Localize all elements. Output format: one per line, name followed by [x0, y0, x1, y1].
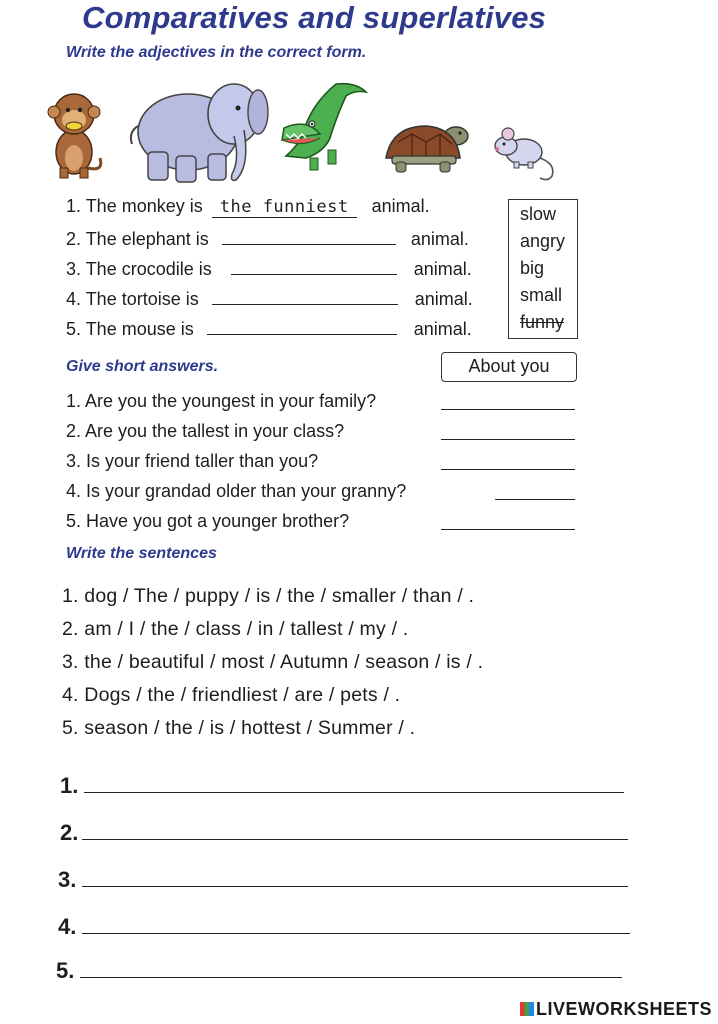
short-answer-field[interactable]: [441, 409, 575, 410]
scrambled-sentence: 4. Dogs / the / friendliest / are / pets / .: [62, 684, 401, 706]
question-item: 2. Are you the tallest in your class?: [66, 421, 345, 441]
question-item: 5. Have you got a younger brother?: [66, 511, 350, 531]
answer-field[interactable]: [212, 286, 398, 305]
answer-field[interactable]: the funniest: [212, 197, 357, 218]
exercise1-item: 4. The tortoise is animal.: [66, 286, 473, 310]
answer-field[interactable]: [231, 256, 397, 275]
answer-field[interactable]: [207, 316, 397, 335]
exercise1-item: 5. The mouse is animal.: [66, 316, 472, 340]
answer-number: 3.: [58, 867, 77, 892]
tortoise-picture: [382, 118, 474, 178]
word-box-item: big: [520, 258, 545, 278]
sentence-answer-line[interactable]: [82, 933, 630, 934]
answer-field[interactable]: [222, 226, 396, 245]
sentence-answer-line[interactable]: [84, 792, 624, 793]
sentence-answer-line[interactable]: [80, 977, 622, 978]
word-box-item: slow: [520, 204, 557, 224]
monkey-picture: [44, 90, 108, 180]
short-answer-field[interactable]: [495, 499, 575, 500]
question-item: 1. Are you the youngest in your family?: [66, 391, 377, 411]
answer-number: 5.: [56, 958, 75, 983]
page-title: Comparatives and superlatives: [82, 0, 547, 35]
elephant-picture: [126, 70, 272, 186]
scrambled-sentence: 2. am / I / the / class / in / tallest / my / .: [62, 618, 409, 640]
about-you-label: About you: [441, 352, 577, 382]
word-box-item: angry: [520, 231, 566, 251]
short-answer-field[interactable]: [441, 529, 575, 530]
exercise1-item: 2. The elephant is animal.: [66, 226, 469, 250]
word-box-item-used: funny: [520, 312, 565, 332]
question-item: 3. Is your friend taller than you?: [66, 451, 319, 471]
mouse-picture: [494, 124, 562, 182]
scrambled-sentence: 1. dog / The / puppy / is / the / smaller / than / .: [62, 585, 475, 607]
logo-icon: [520, 1002, 534, 1016]
sentence-answer-line[interactable]: [82, 886, 628, 887]
section3-instruction: Write the sentences: [66, 545, 217, 562]
section2-instruction: Give short answers.: [66, 358, 219, 375]
answer-number: 2.: [60, 820, 79, 845]
word-box-item: small: [520, 285, 563, 305]
scrambled-sentence: 5. season / the / is / hottest / Summer / .: [62, 717, 416, 739]
answer-number: 1.: [60, 773, 79, 798]
answer-number: 4.: [58, 914, 77, 939]
question-item: 4. Is your grandad older than your granny?: [66, 481, 407, 501]
short-answer-field[interactable]: [441, 469, 575, 470]
section1-instruction: Write the adjectives in the correct form.: [66, 44, 367, 61]
short-answer-field[interactable]: [441, 439, 575, 440]
exercise1-item: 3. The crocodile is animal.: [66, 256, 472, 280]
crocodile-picture: [276, 78, 372, 176]
word-box: [508, 199, 578, 339]
sentence-answer-line[interactable]: [82, 839, 628, 840]
exercise1-item: 1. The monkey is the funniest animal.: [66, 196, 430, 217]
liveworksheets-logo: LIVEWORKSHEETS: [520, 999, 712, 1020]
scrambled-sentence: 3. the / beautiful / most / Autumn / season / is / .: [62, 651, 484, 673]
